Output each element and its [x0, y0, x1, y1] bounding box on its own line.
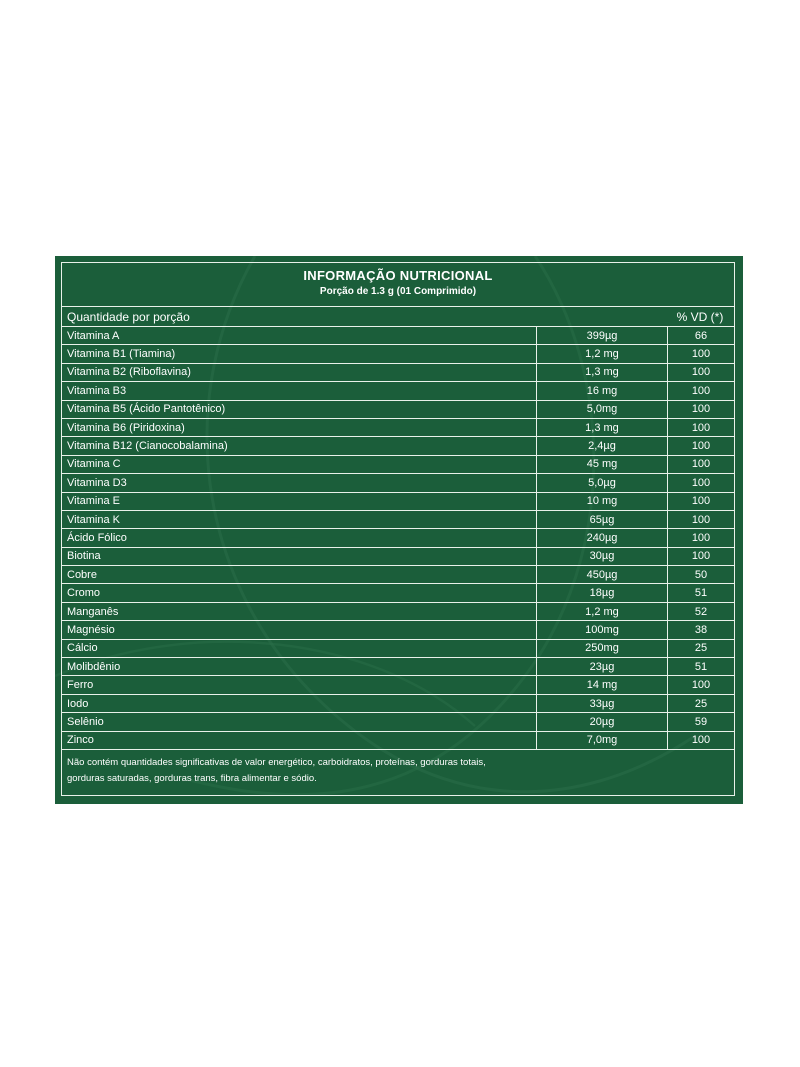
nutrient-name: Biotina — [62, 548, 537, 565]
nutrient-row — [62, 456, 734, 474]
nutrient-row — [62, 603, 734, 621]
nutrient-name: Vitamina B2 (Riboflavina) — [62, 364, 537, 381]
nutrient-name: Vitamina B1 (Tiamina) — [62, 345, 537, 362]
nutrient-vd: 100 — [691, 348, 711, 361]
nutrient-vd: 59 — [694, 715, 708, 728]
nutrient-vd: 51 — [694, 587, 708, 600]
table-title: INFORMAÇÃO NUTRICIONAL — [303, 268, 493, 283]
nutrient-name: Cobre — [62, 566, 537, 583]
nutrient-row — [62, 732, 734, 750]
nutrient-vd: 25 — [694, 697, 708, 710]
nutrient-name: Ácido Fólico — [62, 529, 537, 546]
nutrient-row — [62, 640, 734, 658]
nutrient-row — [62, 584, 734, 602]
nutrient-row — [62, 382, 734, 400]
nutrient-amount: 16 mg — [537, 382, 668, 399]
nutrient-amount: 1,2 mg — [537, 603, 668, 620]
nutrient-vd: 66 — [694, 329, 708, 342]
nutrient-name: Iodo — [62, 695, 537, 712]
nutrient-row — [62, 713, 734, 731]
nutrition-panel — [55, 256, 743, 804]
nutrient-name: Vitamina B6 (Piridoxina) — [62, 419, 537, 436]
nutrient-row — [62, 345, 734, 363]
nutrient-amount: 30µg — [537, 548, 668, 565]
nutrient-name: Molibdênio — [62, 658, 537, 675]
column-header-row — [62, 307, 734, 327]
nutrient-amount: 18µg — [537, 584, 668, 601]
nutrient-vd: 51 — [694, 660, 708, 673]
nutrient-row — [62, 493, 734, 511]
nutrient-vd: 52 — [694, 605, 708, 618]
nutrient-name: Vitamina D3 — [62, 474, 537, 491]
nutrient-amount: 65µg — [537, 511, 668, 528]
nutrient-name: Selênio — [62, 713, 537, 730]
nutrient-vd: 100 — [691, 458, 711, 471]
header-vd-label: % VD (*) — [676, 309, 724, 324]
nutrient-amount: 1,3 mg — [537, 364, 668, 381]
nutrient-vd: 100 — [691, 403, 711, 416]
nutrient-amount: 450µg — [537, 566, 668, 583]
nutrient-row — [62, 474, 734, 492]
nutrient-amount: 23µg — [537, 658, 668, 675]
nutrient-amount: 5,0mg — [537, 401, 668, 418]
nutrient-vd: 100 — [691, 384, 711, 397]
nutrient-row — [62, 437, 734, 455]
nutrient-vd: 100 — [691, 440, 711, 453]
nutrient-row — [62, 327, 734, 345]
table-title-block — [62, 263, 734, 307]
header-quantity-label: Quantidade por porção — [67, 309, 190, 324]
nutrient-amount: 1,3 mg — [537, 419, 668, 436]
nutrient-vd: 100 — [691, 421, 711, 434]
nutrient-name: Ferro — [62, 676, 537, 693]
nutrient-vd: 100 — [691, 476, 711, 489]
nutrient-row — [62, 548, 734, 566]
nutrient-row — [62, 566, 734, 584]
nutrient-name: Vitamina A — [62, 327, 537, 344]
nutrient-row — [62, 529, 734, 547]
nutrient-name: Zinco — [62, 732, 537, 749]
nutrient-row — [62, 621, 734, 639]
nutrient-vd: 100 — [691, 679, 711, 692]
nutrient-name: Vitamina B5 (Ácido Pantotênico) — [62, 401, 537, 418]
nutrient-amount: 399µg — [537, 327, 668, 344]
nutrient-amount: 14 mg — [537, 676, 668, 693]
nutrient-name: Vitamina C — [62, 456, 537, 473]
nutrition-table — [61, 262, 735, 796]
nutrient-vd: 100 — [691, 366, 711, 379]
nutrient-vd: 100 — [691, 495, 711, 508]
nutrient-amount: 7,0mg — [537, 732, 668, 749]
nutrient-amount: 1,2 mg — [537, 345, 668, 362]
nutrient-name: Vitamina B12 (Cianocobalamina) — [62, 437, 537, 454]
nutrient-name: Vitamina K — [62, 511, 537, 528]
nutrient-amount: 10 mg — [537, 493, 668, 510]
nutrient-rows — [62, 327, 734, 750]
nutrient-row — [62, 401, 734, 419]
nutrient-row — [62, 364, 734, 382]
nutrient-amount: 5,0µg — [537, 474, 668, 491]
nutrient-row — [62, 419, 734, 437]
nutrient-vd: 100 — [691, 531, 711, 544]
footnote-line-2: gorduras saturadas, gorduras trans, fibra alimentar e sódio. — [67, 772, 317, 784]
nutrient-row — [62, 695, 734, 713]
nutrient-vd: 50 — [694, 568, 708, 581]
nutrient-name: Cromo — [62, 584, 537, 601]
nutrient-amount: 2,4µg — [537, 437, 668, 454]
nutrient-row — [62, 511, 734, 529]
nutrient-vd: 100 — [691, 513, 711, 526]
serving-size: Porção de 1.3 g (01 Comprimido) — [319, 286, 477, 297]
nutrient-amount: 100mg — [537, 621, 668, 638]
nutrient-vd: 100 — [691, 734, 711, 747]
nutrient-name: Manganês — [62, 603, 537, 620]
nutrient-vd: 100 — [691, 550, 711, 563]
nutrient-amount: 240µg — [537, 529, 668, 546]
nutrient-name: Cálcio — [62, 640, 537, 657]
footnote — [62, 750, 734, 787]
nutrient-name: Magnésio — [62, 621, 537, 638]
nutrient-amount: 250mg — [537, 640, 668, 657]
nutrient-row — [62, 676, 734, 694]
nutrient-name: Vitamina E — [62, 493, 537, 510]
nutrient-amount: 33µg — [537, 695, 668, 712]
nutrient-row — [62, 658, 734, 676]
footnote-line-1: Não contém quantidades significativas de valor energético, carboidratos, proteínas, gorduras totais, — [67, 756, 486, 768]
nutrient-vd: 38 — [694, 623, 708, 636]
nutrient-name: Vitamina B3 — [62, 382, 537, 399]
nutrient-vd: 25 — [694, 642, 708, 655]
nutrient-amount: 20µg — [537, 713, 668, 730]
nutrient-amount: 45 mg — [537, 456, 668, 473]
